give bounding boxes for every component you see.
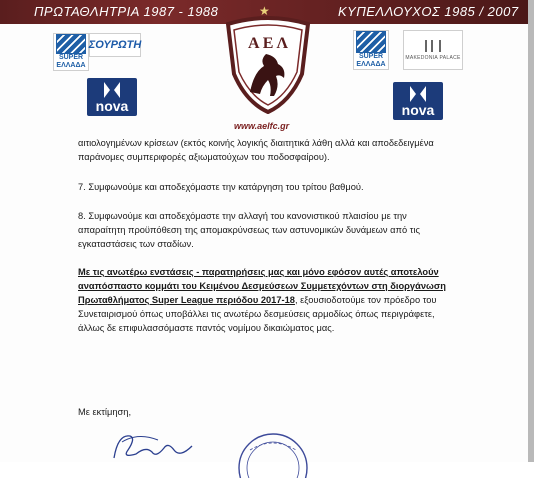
league-logo-text-1: SUPER [58, 54, 84, 61]
paragraph-6-line-1: αιτιολογημένων κρίσεων (εκτός κοινής λογικής διαιτητικά λάθη αλλά και αποδεδειγμένα [78, 138, 434, 148]
league-logo-text-2: ΕΛΛΑΔΑ [56, 62, 86, 69]
nova-label-left: nova [95, 98, 129, 114]
nova-logo-right [393, 82, 443, 120]
ael-crest-icon [220, 14, 316, 114]
conclusion-bold-line-1: Με τις ανωτέρω ενστάσεις - παρατηρήσεις μας και μόνο εφόσον αυτές αποτελούν [78, 267, 439, 277]
sponsor-logo-left [89, 33, 141, 57]
conclusion-rest-line-3: , εξουσιοδοτούμε τον πρόεδρο του [294, 295, 437, 305]
conclusion-line-4: Συνεταιρισμού όπως υποβάλλει τις ανωτέρω δεσμεύσεις αρμοδίως όπως περιγράφετε, [78, 309, 435, 319]
letterhead [0, 0, 534, 131]
nova-label-right: nova [401, 102, 435, 118]
paragraph-8-line-1: 8. Συμφωνούμε και αποδεχόμαστε την αλλαγή του κανονιστικού πλαισίου με την [78, 211, 407, 221]
sponsor-right-name: MAKEDONIA PALACE [405, 54, 461, 61]
super-league-logo-left [53, 33, 89, 71]
closing-salutation: Με εκτίμηση, [78, 407, 132, 417]
paragraph-8-line-2: απαραίτητη προϋπόθεση της απομακρύνσεως των αστυνομικών δυνάμεων από τις [78, 225, 420, 235]
champions-title: ΠΡΩΤΑΘΛΗΤΡΙΑ 1987 - 1988 [34, 4, 219, 19]
league-logo-text-3-right: ΕΛΛΑΔΑ [356, 61, 386, 68]
nova-mark-icon [102, 82, 122, 98]
conclusion-bold-line-2: αναπόσπαστο κομμάτι του Κειμένου Δεσμεύσεων Συμμετεχόντων στη διοργάνωση [78, 281, 446, 291]
nova-mark-icon [408, 86, 428, 102]
makedonia-palace-logo [403, 30, 463, 70]
club-seal [228, 428, 318, 478]
paragraph-8-line-3: εγκαταστάσεις των σταδίων. [78, 239, 194, 249]
league-stripes-icon [56, 34, 86, 54]
conclusion-line-5: άλλως δε επιφυλασσόμαστε παντός νομίμου δικαιώματος μας. [78, 323, 335, 333]
super-league-logo-right [353, 30, 389, 70]
website-url: www.aelfc.gr [234, 121, 290, 131]
cup-winners-title: ΚΥΠΕΛΛΟΥΧΟΣ 1985 / 2007 [338, 4, 519, 19]
paragraph-7: 7. Συμφωνούμε και αποδεχόμαστε την κατάργηση του τρίτου βαθμού. [78, 182, 364, 192]
scan-edge [528, 0, 534, 462]
sponsor-left-name: ΣΟΥΡΩΤΗ [88, 39, 142, 51]
star-icon: ★ [259, 4, 270, 18]
conclusion-line-3 [78, 294, 437, 307]
paragraph-6-line-2: παράνομες συμπεριφορές αξιωματούχων του ποδοσφαίρου). [78, 152, 330, 162]
league-logo-text-1-right: SUPER [358, 53, 384, 60]
signature [108, 428, 228, 462]
league-stripes-icon [356, 31, 386, 53]
nova-logo-left [87, 78, 137, 116]
palace-icon [425, 40, 441, 52]
conclusion-bold-line-3: Πρωταθλήματος Super League περιόδου 2017-18 [78, 295, 295, 305]
svg-text:Α Ε Λ: Α Ε Λ [248, 35, 288, 52]
